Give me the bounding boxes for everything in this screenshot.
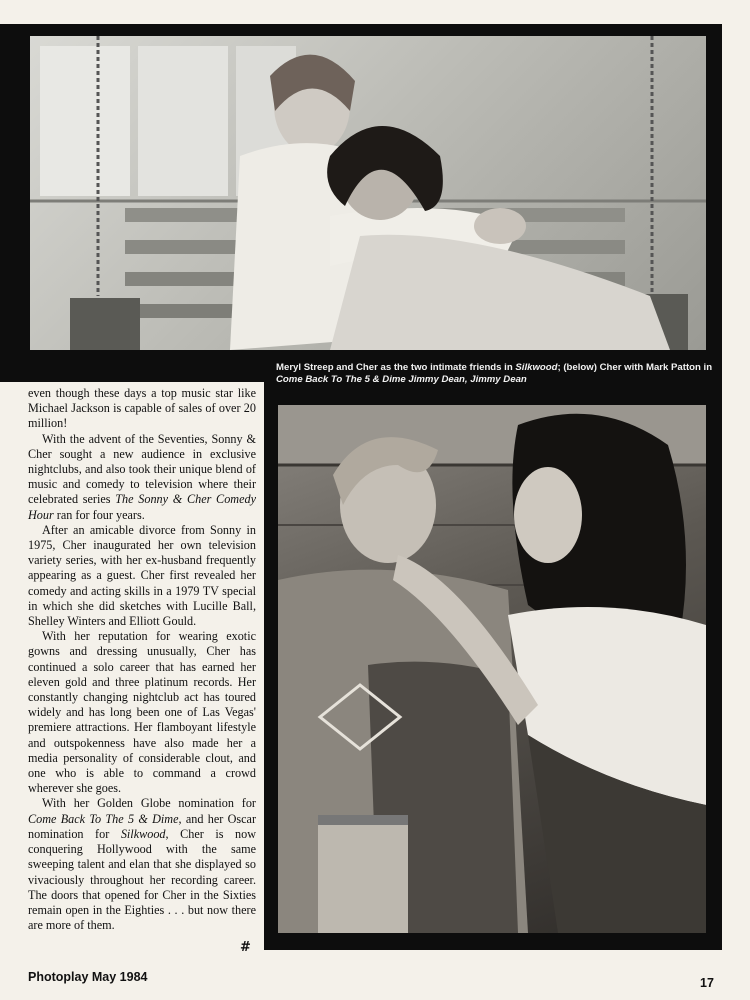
publication-footer: Photoplay May 1984 — [28, 970, 148, 984]
silkwood-photo — [30, 36, 706, 350]
article-paragraph: With her Golden Globe nomination for Come Back To The 5 & Dime, and her Oscar nomination for Silkwood, Cher is now conquering Hollywood with the same sweeping talent and elan that she displayed so vivaciously throughout her recording career. The doors that opened for Cher in the Sixties remain open in the Eighties . . . but now there are more of them. — [28, 796, 257, 933]
article-paragraph: With the advent of the Seventies, Sonny & Cher sought a new audience in exclusive nightclubs, and also took their unique blend of music and comedy to television where their celebrated series The Sonny & Cher Comedy Hour ran for four years. — [28, 431, 256, 522]
article-body — [28, 386, 256, 956]
end-mark: # — [240, 940, 251, 955]
article-paragraph: After an amicable divorce from Sonny in 1975, Cher inaugurated her own television variety series, with her ex-husband frequently appearing as a guest. Cher first revealed her comedy and acting skills in a 1979 TV special in which she did sketches with Lucille Ball, Shelley Winters and Elliott Gould. — [28, 522, 256, 629]
jimmy-dean-photo — [278, 405, 706, 933]
page-number: 17 — [700, 976, 714, 990]
article-paragraph: even though these days a top music star like Michael Jackson is capable of sales of over 20 million! — [28, 386, 256, 431]
photo-caption: Meryl Streep and Cher as the two intimate friends in Silkwood; (below) Cher with Mark Patton in Come Back To The 5 & Dime Jimmy Dean, Jimmy Dean — [276, 362, 713, 385]
article-paragraph: With her reputation for wearing exotic gowns and dressing unusually, Cher has continued a solo career that has earned her eleven gold and three platinum records. Her constantly changing nightclub act has toured widely and has long been one of Las Vegas' premiere attractions. Her flamboyant lifestyle and outspokenness have also made her a media personality of considerable clout, and one who is able to command a crowd wherever she goes. — [28, 629, 256, 796]
